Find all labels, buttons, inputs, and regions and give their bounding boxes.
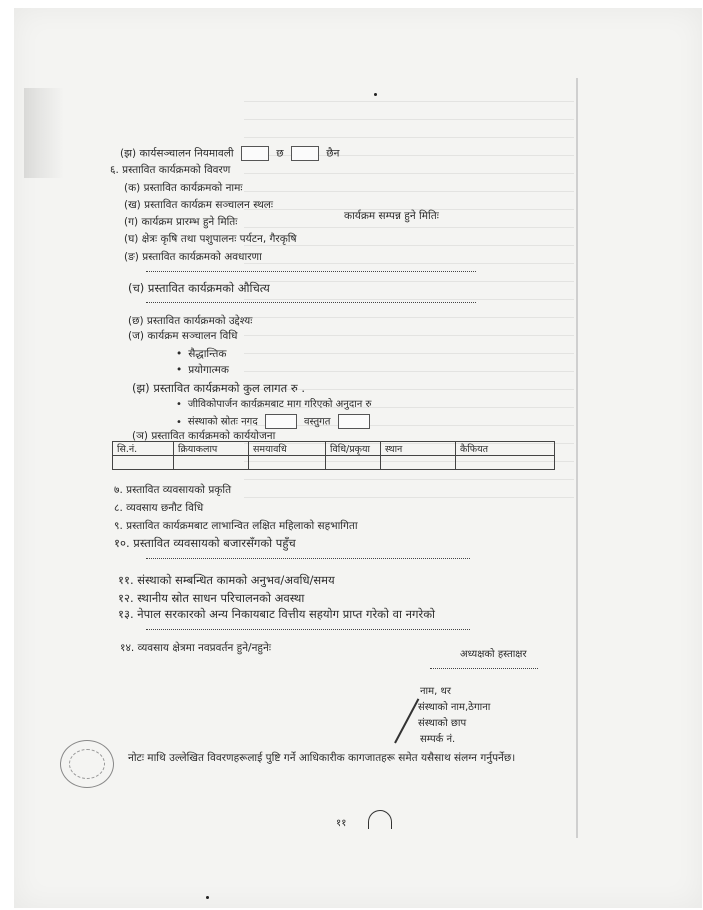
item-11: ११. संस्थाको सम्बन्धित कामको अनुभव/अवधि/समय [118, 573, 335, 587]
in-kind-box[interactable] [338, 414, 370, 429]
official-seal [60, 740, 114, 788]
cash-label: संस्थाको स्रोतः नगद [187, 416, 258, 428]
scan-shadow [24, 88, 64, 178]
name-label: नाम, थर [420, 686, 451, 697]
org-source-row [176, 414, 374, 429]
org-name-label: संस्थाको नाम,ठेगाना [418, 702, 491, 713]
table-cell[interactable] [174, 456, 249, 470]
table-cell[interactable] [456, 456, 555, 470]
concept-line [146, 271, 476, 272]
action-plan-label: (ञ) प्रस्तावित कार्यक्रमको कार्ययोजना [132, 430, 276, 442]
in-kind-label: वस्तुगत [304, 416, 331, 428]
method-practical: • प्रयोगात्मक [176, 364, 229, 377]
item-10-line [146, 558, 470, 559]
note-text: नोटः माथि उल्लेखित विवरणहरूलाई पुष्टि गर्ने आधिकारीक कागजातहरू समेत यसैसाथ संलग्न गर्नुपर्नेछ। [128, 752, 516, 764]
item-8: ८. व्यवसाय छनौट विधि [114, 502, 204, 514]
signature-line [430, 668, 538, 669]
item-12: १२. स्थानीय स्रोत साधन परिचालनको अवस्था [118, 591, 305, 605]
cash-box[interactable] [265, 414, 297, 429]
no-checkbox[interactable] [291, 146, 319, 161]
yes-checkbox[interactable] [241, 146, 269, 161]
start-date-label: (ग) कार्यक्रम प्रारम्भ हुने मितिः [124, 216, 238, 228]
chair-signature-label: अध्यक्षको हस्ताक्षर [460, 649, 527, 660]
no-label: छैन [326, 147, 340, 160]
total-cost-label: (झ) प्रस्तावित कार्यक्रमको कुल लागत रु . [132, 381, 306, 395]
page-number: ११ [336, 818, 347, 829]
item-10: १०. प्रस्तावित व्यवसायको बजारसँगको पहुँच [114, 536, 296, 550]
table-row [113, 456, 555, 470]
item-7: ७. प्रस्तावित व्यवसायको प्रकृति [114, 484, 232, 496]
speck [206, 896, 209, 899]
section-6-heading: ६. प्रस्तावित कार्यक्रमको विवरण [110, 164, 231, 176]
col-activity: क्रियाकलाप [174, 442, 249, 456]
rules-label: (झ) कार्यसञ्चालन नियमावली [120, 147, 234, 160]
col-sn: सि.नं. [113, 442, 174, 456]
item-9: ९. प्रस्तावित कार्यक्रमबाट लाभान्वित लक्षित महिलाको सहभागिता [114, 520, 358, 532]
table-cell[interactable] [113, 456, 174, 470]
program-name-label: (क) प्रस्तावित कार्यक्रमको नामः [124, 182, 243, 194]
action-plan-table [112, 441, 555, 470]
end-date-label: कार्यक्रम सम्पन्न हुने मितिः [344, 210, 439, 222]
speck [374, 93, 377, 96]
rules-row [120, 146, 340, 161]
concept-label: (ङ) प्रस्तावित कार्यक्रमको अवधारणा [124, 251, 262, 263]
method-theoretical: • सैद्धान्तिक [176, 348, 226, 361]
org-seal-label: संस्थाको छाप [418, 718, 467, 729]
grant-requested-label: • जीविकोपार्जन कार्यक्रमबाट माग गरिएको अनुदान रु [176, 398, 371, 411]
justification-line [146, 302, 476, 303]
table-cell[interactable] [381, 456, 456, 470]
item-14: १४. व्यवसाय क्षेत्रमा नवप्रवर्तन हुने/नहुनेः [120, 642, 271, 654]
table-header-row [113, 442, 555, 456]
objective-label: (छ) प्रस्तावित कार्यक्रमको उद्देश्यः [128, 315, 253, 327]
yes-label: छ [276, 147, 284, 160]
program-location-label: (ख) प्रस्तावित कार्यक्रम सञ्चालन स्थलः [124, 199, 274, 211]
item-13: १३. नेपाल सरकारको अन्य निकायबाट वित्तीय सहयोग प्राप्त गरेको वा नगरेको [118, 607, 436, 621]
sector-label: (घ) क्षेत्रः कृषि तथा पशुपालनः पर्यटन, गैरकृषि [124, 233, 297, 245]
fold-line [576, 78, 578, 838]
col-place: स्थान [381, 442, 456, 456]
method-label: (ज) कार्यक्रम सञ्चालन विधि [128, 330, 238, 342]
table-cell[interactable] [326, 456, 381, 470]
page-stamp-mark [368, 810, 392, 829]
contact-label: सम्पर्क नं. [420, 734, 456, 745]
col-duration: समयावधि [249, 442, 326, 456]
item-13-line [146, 629, 470, 630]
justification-label: (च) प्रस्तावित कार्यक्रमको औचित्य [128, 281, 270, 295]
table-cell[interactable] [249, 456, 326, 470]
col-remarks: कैफियत [456, 442, 555, 456]
col-method: विधि/प्रकृया [326, 442, 381, 456]
